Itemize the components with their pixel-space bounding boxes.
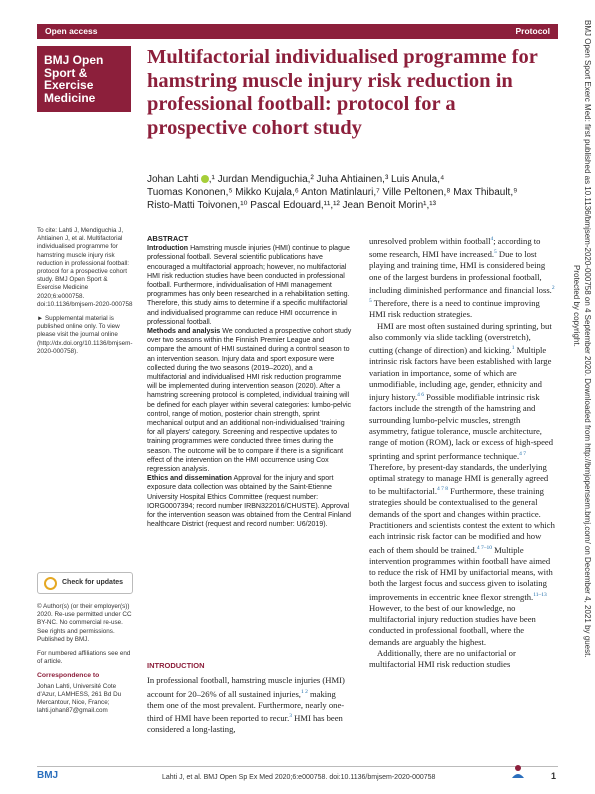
side-note-line: BMJ Open Sport Exerc Med: first published as 10.1136/bmjsem-2020-000758 on 4 September 2020. Downloaded from http://bmjopensem.bmj.com/ on December 4, 2021 by guest. (583, 20, 592, 658)
body-paragraph: Additionally, there are no unifactorial or multifactorial HMI risk reduction studies (369, 647, 516, 670)
section-label: Ethics and dissemination (147, 475, 232, 483)
correspondence-heading: Correspondence to (37, 672, 100, 680)
affiliations-note: For numbered affiliations see end of article. (37, 650, 131, 666)
page-footer (37, 770, 558, 786)
section-text: Hamstring muscle injuries (HMI) continue to plague professional football. Several scientific publications have encouraged a multifactorial approach; however, no multifactorial HMI risk reduction studies have been conducted in professional football. Furthermore, individualisation of HMI management programmes has only been researched in a rehabilitation setting. Therefore, this study aims to determine if a specific multifactorial and individualised programme can reduce HMI occurrence in professional football. (147, 245, 350, 326)
check-for-updates-button[interactable] (37, 572, 133, 594)
reference-link[interactable]: 4 6 (417, 392, 425, 399)
orcid-icon[interactable] (201, 175, 209, 183)
check-updates-icon (44, 577, 57, 590)
reference-link[interactable]: 11–13 (533, 591, 547, 598)
author-names: ,¹ Jurdan Mendiguchia,² Juha Ahtiainen,³ Luis Anula,⁴ (208, 174, 445, 185)
section-label: Methods and analysis (147, 328, 221, 336)
article-type-label: Protocol (515, 26, 550, 36)
side-note-line: Protected by copyright. (572, 265, 581, 347)
author-names: Tuomas Kononen,⁵ Mikko Kujala,⁶ Anton Matinlauri,⁷ Ville Peltonen,⁸ Max Thibault,⁹ (147, 187, 518, 198)
logo-line: Medicine (44, 90, 96, 105)
logo-line: Sport & (44, 65, 88, 80)
reference-link[interactable]: 5 (494, 249, 497, 256)
side-note (560, 20, 594, 760)
reference-link[interactable]: 4 7 8 (437, 486, 449, 493)
check-updates-label: Check for updates (62, 579, 124, 586)
cite-block: To cite: Lahti J, Mendiguchia J, Ahtiainen J, et al. Multifactorial individualised programme for hamstring muscle injury risk reduction in professional football: protocol for a prospective cohort study. BMJ Open Sport & Exercise Medicine 2020;6:e000758. doi:10.1136/bmjsem-2020-000758 (37, 227, 133, 308)
reference-link[interactable]: 4 (490, 236, 494, 242)
abstract-ethics (147, 474, 352, 529)
abstract-methods (147, 327, 352, 474)
reference-link[interactable]: 4 7 (519, 450, 526, 457)
left-sidebar (37, 227, 133, 362)
author-list (147, 173, 557, 212)
logo-line: Exercise (44, 78, 94, 92)
abstract-heading: ABSTRACT (147, 234, 189, 243)
page-number: 1 (550, 771, 556, 781)
author-names: Risto-Matti Toivonen,¹⁰ Pascal Edouard,¹¹,¹² Jean Benoit Morin¹,¹³ (147, 200, 436, 211)
footer-citation: Lahti J, et al. BMJ Open Sp Ex Med 2020;6:e000758. doi:10.1136/bmjsem-2020-000758 (162, 774, 436, 781)
introduction-section (147, 660, 352, 736)
introduction-heading: INTRODUCTION (147, 661, 205, 670)
abstract (147, 234, 352, 530)
section-text: We conducted a prospective cohort study over two seasons within the Finnish Premier League and compare the amount of HMI sustained during a control season to an intervention season. Injury data and sport exposure were collected during the two seasons (2019–2020), and a multifactorial and individualised HMI risk reduction programme will be implemented during intervention season (2020). After a hamstring screening protocol is completed, individual training will be defined for each player within several categories: lumbo-pelvic control, range of motion, posterior chain strength, sprint mechanical output and an additional non-individualised 'training for all players' category. Screening and respective updates to training programmes were conducted three times during the season. The outcome will be to compare if there is a significant effect of the intervention on the HMI occurrence using Cox regression analysis. (147, 328, 352, 474)
supplemental-note: ► Supplemental material is published online only. To view please visit the journal online (http://dx.doi.org/10.1136/bmjsem-2020-000758). (37, 315, 133, 355)
reference-link[interactable]: 3 (289, 713, 292, 720)
footer-divider (37, 766, 558, 767)
open-access-label: Open access (45, 26, 98, 36)
bmj-logo: BMJ (37, 770, 59, 781)
section-label: Introduction (147, 245, 189, 253)
reference-link[interactable]: 1 2 (300, 688, 308, 695)
reference-link[interactable]: 2 5 (369, 284, 555, 305)
journal-logo (37, 46, 131, 112)
abstract-introduction (147, 244, 352, 327)
left-sidebar-lower (37, 603, 133, 721)
copyright-note: © Author(s) (or their employer(s)) 2020. Re-use permitted under CC BY-NC. No commercial re-use. See rights and permissions. Published by BMJ. (37, 603, 132, 643)
logo-line: BMJ Open (44, 53, 104, 67)
correspondence-body: Johan Lahti, Université Cote d'Azur, LAMHESS, 261 Bd Du Mercantour, Nice, France; lahti.johan87@gmail.com (37, 682, 122, 715)
section-text: Approval for the injury and sport exposure data collection was obtained by the Saint-Etienne University Hospital Ethics Committee (request number: IORG0007394; record number IRBN322016/CHUSTE). Approval for the intervention season was obtained from the Central Finland healthcare District (request and record number: U6/2019). (147, 475, 352, 529)
header-bar (37, 24, 558, 39)
right-column (369, 234, 555, 671)
journal-emblem-icon (509, 762, 527, 780)
reference-link[interactable]: 4 7–10 (476, 544, 492, 551)
introduction-paragraph: In professional football, hamstring muscle injuries (HMI) account for 20–26% of all sustained injuries,$^{1 2}$ making them one of the most prevalent. Furthermore, nearly one-third of HMI have been reported to recur.$^3$ HMI has been considered a long-lasting, (147, 675, 345, 735)
article-title: Multifactorial individualised programme for hamstring muscle injury risk reduction in professional football: protocol for a prospective cohort study (147, 46, 538, 139)
body-paragraph: HMI are most often sustained during sprinting, but also commonly via slide tackling (overstretch), cutting (change of direction) and kicking.$^1$ Multiple intrinsic risk factors have been established with large variation in importance, some of which are unmodifiable, including age, gender, ethnicity and injury history.$^{4 6}$ Possible modifiable intrinsic risk factors include the strength of the hamstring and surrounding lumbo-pelvic muscles, strength asymmetry, fatigue tolerance, muscle architecture, range of motion (ROM), lack or excess of high-speed sprinting and sprint performance technique.$^{4 7}$ Therefore, by present-day standards, the underlying optimal strategy to manage HMI is generally agreed to be multifactorial.$^{4 7 8}$ Furthermore, these training strategies should be contextualised to the general demands of the sport and changes within practice. Practitioners and scientists contest the extent to which each intrinsic risk factor can be modified and how each of them should be trained.$^{4 7-10}$ Multiple intervention programmes within football have aimed to reduce the risk of HMI by unifactorial means, with both the largest focus and success given to isolating improvements in eccentric knee flexor strength.$^{11-13}$ However, to the best of our knowledge, no multifactorial injury reduction studies have been conducted in professional football, where the demands are arguably the highest. (369, 320, 555, 647)
reference-link[interactable]: 1 (511, 345, 515, 352)
body-paragraph: unresolved problem within football$^4$; according to some research, HMI have increased.$^5$ Due to lost playing and training time, HMI is considered being one of the largest burdens in professional football, including diminished performance and financial loss.$^{2 5}$ Therefore, there is a need to continue improving HMI risk reduction strategies. (369, 235, 555, 320)
author-name: Johan Lahti (147, 174, 199, 185)
